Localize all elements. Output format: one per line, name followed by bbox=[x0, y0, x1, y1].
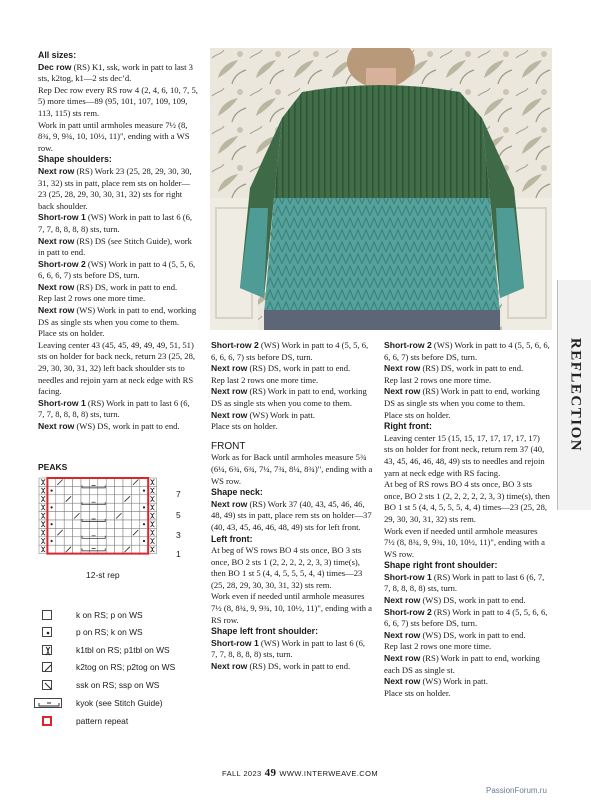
instruction-paragraph: At beg of RS rows BO 4 sts once, BO 3 sts once, BO 2 sts 1 (2, 2, 2, 2, 2, 3, 3) time(s), then BO 1 st 5 (4, 4, 5, 5, 5, 4, 4) times—23 (25, 28, 29, 30, 30, 31, 32) sts rem. bbox=[384, 479, 550, 524]
chart-cell bbox=[81, 495, 89, 503]
row-label: Dec row bbox=[38, 61, 72, 72]
chart-cell bbox=[47, 545, 55, 553]
instruction-paragraph: Rep last 2 rows one more time. bbox=[211, 374, 319, 385]
legend-label: ssk on RS; ssp on WS bbox=[76, 680, 160, 690]
chart-cell bbox=[98, 495, 106, 503]
instruction-paragraph: Rep last 2 rows one more time. bbox=[384, 641, 492, 652]
chart-cell bbox=[115, 486, 123, 494]
chart-cell bbox=[131, 545, 139, 553]
instruction-paragraph: Next row (RS) Work 37 (40, 43, 45, 46, 46, 48, 49) sts in patt, place rem sts on holder—37 (40, 43, 45, 46, 46, 48, 49) sts for left front. bbox=[211, 498, 372, 532]
chart-cell bbox=[140, 478, 148, 486]
chart-cell bbox=[106, 495, 114, 503]
chart-cell bbox=[47, 478, 55, 486]
instruction-paragraph: At beg of WS rows BO 4 sts once, BO 3 sts once, BO 2 sts 1 (2, 2, 2, 2, 2, 3, 3) time(s), then BO 1 st 5 (4, 4, 5, 5, 5, 4, 4) times—23 (25, 28, 29, 30, 30, 31, 32) sts rem. bbox=[211, 545, 363, 590]
row-label: Next row bbox=[384, 653, 421, 664]
instruction-paragraph: Next row (RS) Work in patt to end, working DS as single sts when you come to them. bbox=[211, 386, 367, 408]
section-tab bbox=[557, 280, 591, 510]
chart-cell bbox=[73, 486, 81, 494]
chart-cell bbox=[81, 512, 89, 520]
chart-cell bbox=[73, 545, 81, 553]
chart-cell bbox=[56, 512, 64, 520]
chart-cell bbox=[123, 528, 131, 536]
chart-cell bbox=[56, 486, 64, 494]
row-label: Next row bbox=[384, 363, 421, 374]
chart-cell bbox=[106, 512, 114, 520]
instruction-paragraph: Short-row 2 (WS) Work in patt to 4 (5, 5, 6, 6, 6, 6, 7) sts before DS, turn. bbox=[384, 340, 550, 362]
instruction-paragraph: Next row (RS) Work in patt to end, working DS as single sts when you come to them. bbox=[384, 386, 540, 408]
section-heading: Right front: bbox=[384, 421, 432, 432]
row-label: Short-row 1 bbox=[211, 637, 259, 648]
chart-cell bbox=[56, 537, 64, 545]
chart-cell bbox=[56, 545, 64, 553]
row-label: Next row bbox=[38, 305, 75, 316]
chart-cell bbox=[81, 528, 89, 536]
instructions-column-1 bbox=[38, 50, 198, 433]
chart-cell bbox=[131, 503, 139, 511]
chart-cell bbox=[115, 495, 123, 503]
row-label: Next row bbox=[384, 629, 421, 640]
chart-cell bbox=[81, 478, 89, 486]
instruction-paragraph: Short-row 2 (WS) Work in patt to 4 (5, 5, 6, 6, 6, 6, 7) sts before DS, turn. bbox=[211, 340, 369, 362]
instruction-paragraph: Next row (RS) Work 23 (25, 28, 29, 30, 30, 31, 32) sts in patt, place rem sts on holder—23 (25, 28, 29, 30, 30, 31, 32) sts for right back shoulder. bbox=[38, 165, 192, 211]
chart-row-number: 5 bbox=[176, 510, 181, 520]
footer-site: WWW.INTERWEAVE.COM bbox=[279, 769, 379, 778]
chart-cell bbox=[131, 520, 139, 528]
purl-dot bbox=[143, 506, 145, 508]
chart-cell bbox=[73, 495, 81, 503]
chart-cell bbox=[123, 478, 131, 486]
instruction-paragraph: Next row (RS) Work in patt to end, working each DS as single st. bbox=[384, 653, 540, 675]
legend-label: kyok (see Stitch Guide) bbox=[76, 698, 163, 708]
watermark: PassionForum.ru bbox=[486, 786, 547, 795]
instruction-paragraph: Next row (RS) DS, work in patt to end. bbox=[384, 363, 524, 374]
chart-cell bbox=[106, 503, 114, 511]
row-label: Short-row 1 bbox=[38, 212, 86, 223]
chart-cell bbox=[98, 528, 106, 536]
chart-cell bbox=[123, 503, 131, 511]
row-label: Next row bbox=[211, 661, 248, 672]
chart-cell bbox=[140, 495, 148, 503]
sweater-photo bbox=[210, 48, 552, 330]
chart-cell bbox=[73, 537, 81, 545]
chart-cell bbox=[64, 528, 72, 536]
instruction-paragraph: Rep Dec row every RS row 4 (2, 4, 6, 10, 7, 5, 5) more times—89 (95, 101, 107, 109, 109, 113, 115) sts rem. bbox=[38, 84, 198, 118]
row-label: Short-row 1 bbox=[384, 571, 432, 582]
purl-dot bbox=[143, 540, 145, 542]
chart-cell bbox=[73, 478, 81, 486]
chart-cell bbox=[106, 486, 114, 494]
chart-cell bbox=[106, 528, 114, 536]
twist-icon bbox=[42, 645, 52, 655]
instruction-paragraph: Short-row 1 (WS) Work in patt to last 6 (6, 7, 7, 8, 8, 8, 8) sts, turn. bbox=[211, 637, 366, 660]
instruction-paragraph: Rep last 2 rows one more time. bbox=[384, 374, 492, 385]
page-footer bbox=[222, 767, 378, 779]
chart-cell bbox=[115, 528, 123, 536]
chart-row-number: 3 bbox=[176, 530, 181, 540]
chart-cell bbox=[56, 520, 64, 528]
row-label: Next row bbox=[211, 498, 248, 509]
row-label: Next row bbox=[384, 386, 421, 397]
instruction-paragraph: Next row (RS) DS, work in patt to end. bbox=[211, 661, 351, 672]
chart-cell bbox=[98, 512, 106, 520]
row-label: Short-row 2 bbox=[384, 340, 432, 350]
chart-cell bbox=[115, 520, 123, 528]
instructions-column-3 bbox=[384, 340, 550, 699]
purl-dot bbox=[143, 490, 145, 492]
chart-cell bbox=[106, 520, 114, 528]
chart-cell bbox=[123, 512, 131, 520]
row-label: Next row bbox=[211, 386, 248, 397]
row-label: Next row bbox=[38, 165, 75, 176]
purl-dot bbox=[51, 523, 53, 525]
chart-cell bbox=[131, 537, 139, 545]
chart-cell bbox=[131, 486, 139, 494]
section-heading: Shape shoulders: bbox=[38, 154, 112, 165]
instruction-paragraph: Place sts on holder. bbox=[384, 409, 451, 420]
instruction-paragraph: Work in patt until armholes measure 7½ (8, 8¾, 9, 9¾, 10, 10½, 11)", ending with a WS row. bbox=[38, 119, 190, 153]
instruction-paragraph: Next row (RS) DS, work in patt to end. bbox=[211, 363, 351, 374]
chart-cell bbox=[98, 478, 106, 486]
row-label: Next row bbox=[211, 363, 248, 374]
chart-cell bbox=[115, 537, 123, 545]
purl-dot bbox=[51, 506, 53, 508]
chart-cell bbox=[140, 528, 148, 536]
instruction-paragraph: Next row (WS) Work in patt. bbox=[211, 409, 315, 420]
purl-dot bbox=[51, 540, 53, 542]
section-tab-label: REFLECTION bbox=[567, 337, 584, 453]
instruction-paragraph: Place sts on holder. bbox=[38, 328, 105, 339]
blank-icon bbox=[42, 610, 52, 620]
dot-icon bbox=[42, 627, 52, 637]
chart-cell bbox=[64, 520, 72, 528]
row-label: Short-row 2 bbox=[384, 606, 432, 617]
chart-cell bbox=[56, 495, 64, 503]
chart-cell bbox=[123, 520, 131, 528]
chart-cell bbox=[64, 537, 72, 545]
peaks-chart bbox=[37, 476, 167, 560]
instruction-paragraph: Next row (RS) DS, work in patt to end. bbox=[38, 281, 178, 292]
chart-cell bbox=[64, 486, 72, 494]
instruction-paragraph: Dec row (RS) K1, ssk, work in patt to last 3 sts, k2tog, k1—2 sts dec’d. bbox=[38, 61, 193, 84]
row-label: Short-row 2 bbox=[211, 340, 259, 350]
kyok-icon bbox=[34, 698, 62, 708]
legend-label: pattern repeat bbox=[76, 716, 129, 726]
chart-cell bbox=[73, 528, 81, 536]
legend-label: k1tbl on RS; p1tbl on WS bbox=[76, 645, 170, 655]
chart-cell bbox=[106, 545, 114, 553]
instruction-paragraph: Next row (WS) Work in patt. bbox=[384, 676, 488, 687]
chart-cell bbox=[115, 478, 123, 486]
instructions-column-2 bbox=[211, 340, 373, 673]
row-label: Short-row 2 bbox=[38, 258, 86, 269]
legend-label: p on RS; k on WS bbox=[76, 627, 143, 637]
chart-cell bbox=[123, 537, 131, 545]
instruction-paragraph: Short-row 1 (RS) Work in patt to last 6 (6, 7, 7, 8, 8, 8, 8) sts, turn. bbox=[38, 397, 190, 420]
section-heading: Shape neck: bbox=[211, 487, 263, 498]
instruction-paragraph: Short-row 1 (RS) Work in patt to last 6 (6, 7, 7, 8, 8, 8, 8) sts, turn. bbox=[384, 571, 545, 594]
k2tog-icon bbox=[42, 662, 52, 672]
instruction-paragraph: Leaving center 43 (45, 45, 49, 49, 49, 51, 51) sts on holder for back neck, return 23 (25, 28, 29, 30, 30, 31, 32) left back shoulder sts to needles and rejoin yarn at neck edge with RS facing. bbox=[38, 339, 196, 397]
row-label: Next row bbox=[384, 676, 421, 687]
purl-dot bbox=[51, 490, 53, 492]
chart-cell bbox=[115, 503, 123, 511]
chart-cell bbox=[56, 503, 64, 511]
row-label: Next row bbox=[384, 595, 421, 606]
instruction-paragraph: Next row (WS) DS, work in patt to end. bbox=[384, 595, 526, 606]
row-label: Next row bbox=[38, 235, 75, 246]
chart-cell bbox=[89, 545, 97, 553]
chart-cell bbox=[106, 478, 114, 486]
purl-dot bbox=[143, 523, 145, 525]
section-heading: Shape right front shoulder: bbox=[384, 560, 498, 571]
legend-label: k on RS; p on WS bbox=[76, 610, 143, 620]
chart-cell bbox=[123, 486, 131, 494]
page-number: 49 bbox=[264, 767, 277, 779]
section-heading: All sizes: bbox=[38, 50, 77, 60]
chart-cell bbox=[106, 537, 114, 545]
row-label: Next row bbox=[38, 421, 75, 431]
chart-cell bbox=[47, 528, 55, 536]
row-label: Next row bbox=[38, 281, 75, 292]
instruction-paragraph: Short-row 2 (WS) Work in patt to 4 (5, 5, 6, 6, 6, 6, 7) sts before DS, turn. bbox=[38, 258, 196, 281]
chart-cell bbox=[64, 512, 72, 520]
chart-row-number: 1 bbox=[176, 549, 181, 559]
footer-season: FALL 2023 bbox=[222, 769, 262, 778]
section-heading: Left front: bbox=[211, 533, 253, 544]
chart-cell bbox=[73, 520, 81, 528]
row-label: Next row bbox=[211, 409, 248, 420]
chart-cell bbox=[115, 545, 123, 553]
instruction-paragraph: Short-row 2 (RS) Work in patt to 4 (5, 5, 6, 6, 6, 6, 7) sts before DS, turn. bbox=[384, 606, 548, 629]
instruction-paragraph: Next row (WS) DS, work in patt to end. bbox=[384, 629, 526, 640]
instruction-paragraph: Place sts on holder. bbox=[384, 687, 451, 698]
chart-cell bbox=[47, 512, 55, 520]
section-heading: Shape left front shoulder: bbox=[211, 626, 319, 637]
chart-cell bbox=[64, 503, 72, 511]
instruction-paragraph: Next row (RS) DS (see Stitch Guide), work in patt to end. bbox=[38, 235, 192, 258]
chart-cell bbox=[47, 495, 55, 503]
instruction-paragraph: Work as for Back until armholes measure 5¾ (6¼, 6¾, 6¾, 7¼, 7¾, 8¼, 8¾)", ending with a WS row. bbox=[211, 452, 373, 486]
ssk-icon bbox=[42, 680, 52, 690]
chart-cell bbox=[131, 512, 139, 520]
chart-title: PEAKS bbox=[38, 462, 68, 472]
instruction-paragraph: Rep last 2 rows one more time. bbox=[38, 293, 146, 304]
chart-repeat-label: 12-st rep bbox=[86, 570, 120, 580]
instruction-paragraph: Leaving center 15 (15, 15, 17, 17, 17, 17, 17) sts on holder for front neck, return rem 37 (40, 43, 45, 46, 46, 48, 49) sts to needles and rejoin yarn at neck edge with RS facing. bbox=[384, 432, 545, 478]
chart-cell bbox=[73, 503, 81, 511]
legend-label: k2tog on RS; p2tog on WS bbox=[76, 662, 176, 672]
chart-cell bbox=[131, 495, 139, 503]
instruction-paragraph: Short-row 1 (WS) Work in patt to last 6 (6, 7, 7, 8, 8, 8, 8) sts, turn. bbox=[38, 212, 193, 234]
chart-cell bbox=[140, 545, 148, 553]
row-label: Short-row 1 bbox=[38, 397, 86, 408]
instruction-paragraph: Work even if needed until armhole measures 7½ (8, 8¾, 9, 9¾, 10, 10½, 11)", ending with a WS row. bbox=[384, 525, 545, 559]
instruction-paragraph: Next row (WS) Work in patt to end, working DS as single sts when you come to them. bbox=[38, 305, 197, 327]
section-title: FRONT bbox=[211, 440, 246, 452]
instruction-paragraph: Next row (WS) DS, work in patt to end. bbox=[38, 421, 180, 431]
chart-cell bbox=[64, 478, 72, 486]
instruction-paragraph: Work even if needed until armhole measures 7½ (8, 8¾, 9, 9¾, 10, 10½, 11)", ending with a RS row. bbox=[211, 591, 372, 625]
repeat-icon bbox=[42, 716, 52, 726]
chart-row-number: 7 bbox=[176, 489, 181, 499]
chart-cell bbox=[140, 512, 148, 520]
instruction-paragraph: Place sts on holder. bbox=[211, 421, 278, 432]
